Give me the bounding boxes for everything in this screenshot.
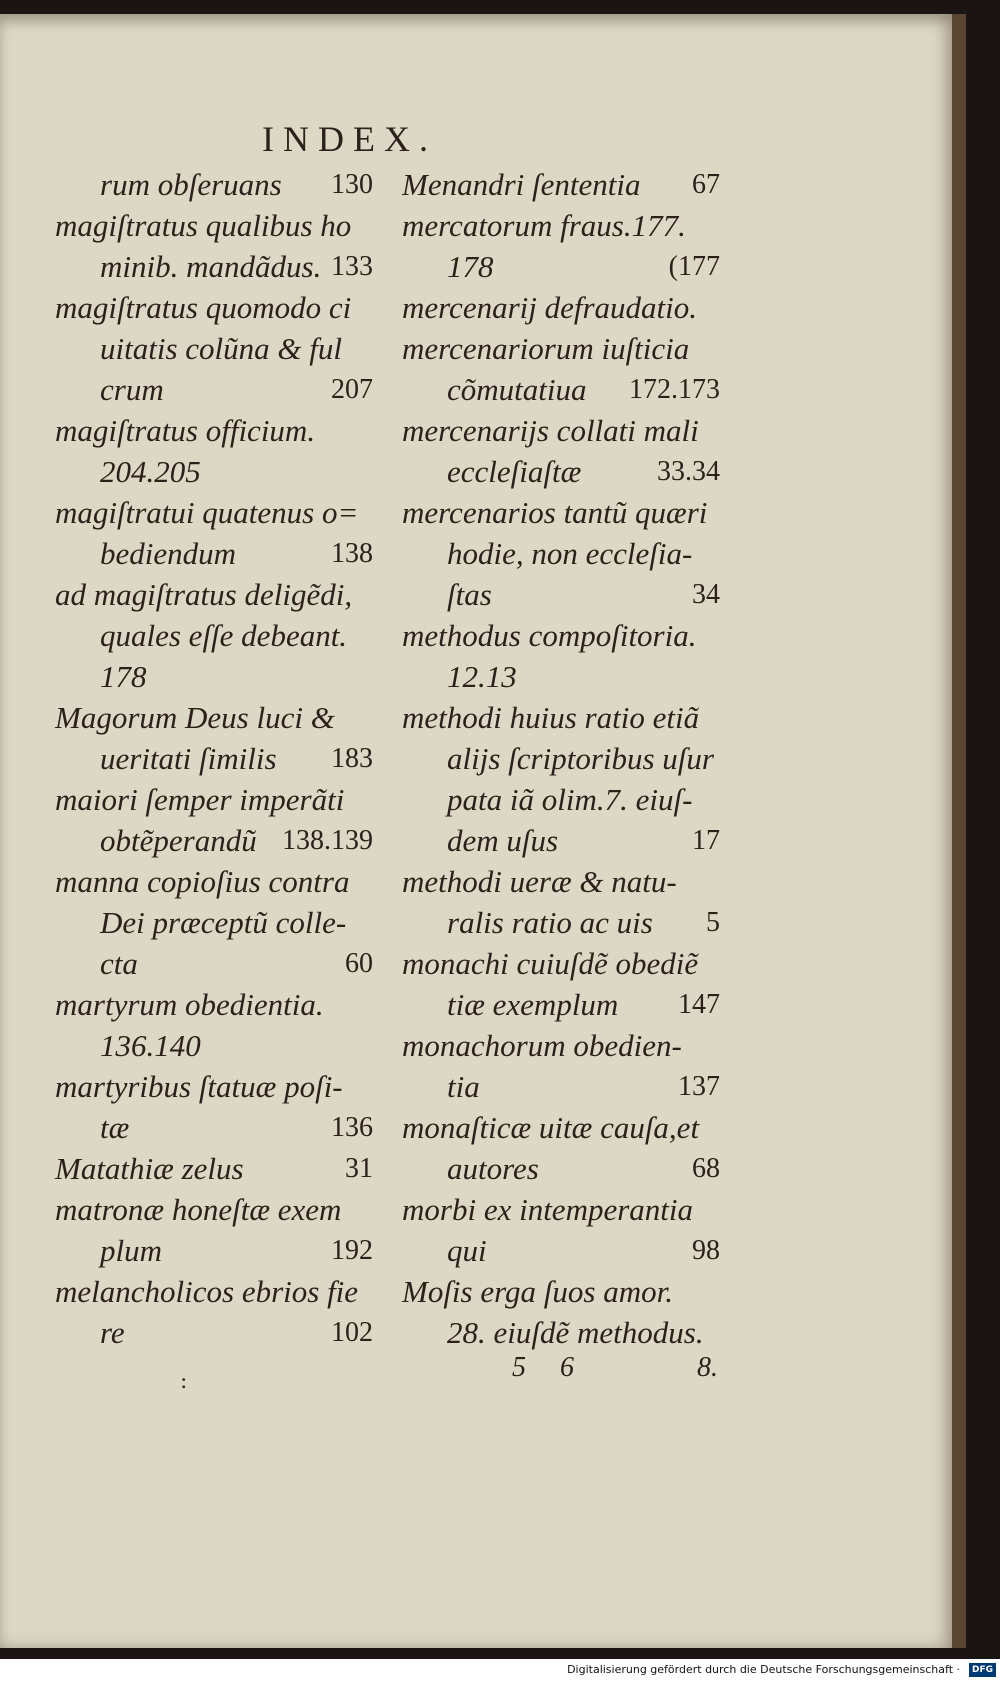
entry-text: tia <box>447 1069 480 1104</box>
index-entry-line <box>55 1148 373 1189</box>
index-entry-line <box>55 369 373 410</box>
page-reference: 147 <box>678 989 720 1020</box>
index-entry-line <box>55 738 373 779</box>
entry-text: rum obſeruans <box>100 167 282 202</box>
index-entry-line <box>55 820 373 861</box>
entry-text: dem uſus <box>447 823 559 858</box>
entry-text: 136.140 <box>100 1028 201 1063</box>
entry-text: quales eſſe debeant. <box>100 618 348 653</box>
page-reference: (177 <box>668 251 720 282</box>
entry-text: martyrum obedientia. <box>55 987 324 1022</box>
index-entry-line <box>55 164 373 205</box>
entry-text: magiſtratus qualibus ho <box>55 208 352 243</box>
entry-text: matronæ honeſtæ exem <box>55 1192 342 1227</box>
index-entry-line <box>55 1271 373 1312</box>
page-reference: 207 <box>331 374 373 405</box>
index-entry-line <box>55 943 373 984</box>
entry-text: 178 <box>100 659 147 694</box>
index-entry-line <box>402 492 720 533</box>
entry-text: morbi ex intemperantia <box>402 1192 694 1227</box>
index-entry-line <box>55 697 373 738</box>
entry-text: re <box>100 1315 125 1350</box>
folio-part: 5 <box>512 1352 526 1383</box>
entry-text: tæ <box>100 1110 130 1145</box>
index-entry-line <box>402 1230 720 1271</box>
page-reference: 192 <box>331 1235 373 1266</box>
entry-text: minib. mandãdus. <box>100 249 322 284</box>
page-reference: 31 <box>345 1153 373 1184</box>
entry-text: methodi huius ratio etiã <box>402 700 700 735</box>
entry-text: cta <box>100 946 138 981</box>
index-entry-line <box>402 1066 720 1107</box>
page-reference: 5 <box>706 907 720 938</box>
index-entry-line <box>402 779 720 820</box>
index-entry-line <box>402 1189 720 1230</box>
entry-text: cõmutatiua <box>447 372 587 407</box>
index-entry-line <box>402 738 720 779</box>
entry-text: alijs ſcriptoribus uſur <box>447 741 714 776</box>
book-page <box>0 14 955 1648</box>
page-header: INDEX. <box>262 119 437 159</box>
entry-text: autores <box>447 1151 539 1186</box>
index-entry-line <box>55 410 373 451</box>
index-entry-line <box>55 861 373 902</box>
index-entry-line <box>55 1025 373 1066</box>
index-column-right <box>402 164 720 1353</box>
index-entry-line <box>55 574 373 615</box>
index-entry-line <box>402 1271 720 1312</box>
entry-text: Matathiæ zelus <box>55 1151 244 1186</box>
entry-text: Menandri ſententia <box>402 167 641 202</box>
index-column-left <box>55 164 373 1353</box>
entry-text: ſtas <box>447 577 492 612</box>
folio-part: 6 <box>560 1352 574 1383</box>
index-entry-line <box>55 902 373 943</box>
index-entry-line <box>55 492 373 533</box>
index-entry-line <box>55 246 373 287</box>
entry-text: 178 <box>447 249 494 284</box>
entry-text: monachi cuiuſdẽ obediẽ <box>402 946 699 981</box>
entry-text: methodi ueræ & natu- <box>402 864 677 899</box>
entry-text: obtẽperandũ <box>100 823 257 858</box>
page-reference: 33.34 <box>657 456 720 487</box>
index-entry-line <box>402 656 720 697</box>
entry-text: mercenarij defraudatio. <box>402 290 698 325</box>
entry-text: mercatorum fraus.177. <box>402 208 686 243</box>
credit-text: Digitalisierung gefördert durch die Deutsche Forschungsgemeinschaft · <box>567 1663 960 1676</box>
index-entry-line <box>402 369 720 410</box>
page-reference: 60 <box>345 948 373 979</box>
page-reference: 138 <box>331 538 373 569</box>
entry-text: ad magiſtratus deligẽdi, <box>55 577 353 612</box>
index-entry-line <box>55 287 373 328</box>
entry-text: pata iã olim.7. eiuſ- <box>447 782 693 817</box>
index-entry-line <box>402 533 720 574</box>
entry-text: 12.13 <box>447 659 517 694</box>
index-entry-line <box>55 984 373 1025</box>
page-reference: 17 <box>692 825 720 856</box>
index-entry-line <box>402 697 720 738</box>
entry-text: magiſtratui quatenus o= <box>55 495 359 530</box>
book-edge <box>952 14 966 1648</box>
index-entry-line <box>55 1066 373 1107</box>
entry-text: plum <box>100 1233 162 1268</box>
entry-text: tiæ exemplum <box>447 987 619 1022</box>
index-entry-line <box>402 820 720 861</box>
stray-mark: : <box>180 1369 188 1394</box>
entry-text: maiori ſemper imperãti <box>55 782 345 817</box>
entry-text: methodus compoſitoria. <box>402 618 697 653</box>
entry-text: uitatis colũna & ful <box>100 331 342 366</box>
entry-text: crum <box>100 372 164 407</box>
folio-part: 8. <box>697 1352 718 1383</box>
page-reference: 136 <box>331 1112 373 1143</box>
entry-text: 204.205 <box>100 454 201 489</box>
index-entry-line <box>402 410 720 451</box>
entry-text: ralis ratio ac uis <box>447 905 653 940</box>
entry-text: Magorum Deus luci & <box>55 700 335 735</box>
index-entry-line <box>402 328 720 369</box>
signature-mark <box>512 1352 722 1393</box>
index-entry-line <box>402 615 720 656</box>
index-entry-line <box>402 861 720 902</box>
index-entry-line <box>402 902 720 943</box>
index-entry-line <box>55 1107 373 1148</box>
page-reference: 137 <box>678 1071 720 1102</box>
index-entry-line <box>402 451 720 492</box>
entry-text: martyribus ſtatuæ poſi- <box>55 1069 343 1104</box>
entry-text: magiſtratus quomodo ci <box>55 290 352 325</box>
entry-text: Dei præceptũ colle- <box>100 905 347 940</box>
page-reference: 172.173 <box>629 374 720 405</box>
entry-text: mercenarios tantũ quæri <box>402 495 708 530</box>
index-entry-line <box>402 164 720 205</box>
page-reference: 102 <box>331 1317 373 1348</box>
page-reference: 67 <box>692 169 720 200</box>
index-entry-line <box>55 779 373 820</box>
entry-text: qui <box>447 1233 487 1268</box>
index-entry-line <box>55 205 373 246</box>
page-reference: 138.139 <box>282 825 373 856</box>
page-reference: 130 <box>331 169 373 200</box>
index-entry-line <box>402 574 720 615</box>
entry-text: monaſticæ uitæ cauſa,et <box>402 1110 700 1145</box>
entry-text: mercenarijs collati mali <box>402 413 699 448</box>
index-entry-line <box>55 328 373 369</box>
dfg-logo: DFG <box>969 1663 996 1677</box>
entry-text: hodie, non eccleſia- <box>447 536 693 571</box>
entry-text: eccleſiaſtæ <box>447 454 582 489</box>
index-entry-line <box>55 533 373 574</box>
entry-text: melancholicos ebrios fie <box>55 1274 359 1309</box>
entry-text: ueritati ſimilis <box>100 741 277 776</box>
index-entry-line <box>402 205 720 246</box>
index-entry-line <box>402 246 720 287</box>
index-entry-line <box>55 1230 373 1271</box>
page-reference: 183 <box>331 743 373 774</box>
page-reference: 68 <box>692 1153 720 1184</box>
index-entry-line <box>55 451 373 492</box>
entry-text: magiſtratus officium. <box>55 413 316 448</box>
index-entry-line <box>402 943 720 984</box>
entry-text: bediendum <box>100 536 237 571</box>
entry-text: mercenariorum iuſticia <box>402 331 690 366</box>
entry-text: monachorum obedien- <box>402 1028 682 1063</box>
entry-text: Moſis erga ſuos amor. <box>402 1274 673 1309</box>
page-reference: 98 <box>692 1235 720 1266</box>
index-entry-line <box>402 1107 720 1148</box>
index-entry-line <box>55 1189 373 1230</box>
index-entry-line <box>402 1312 720 1353</box>
entry-text: 28. eiuſdẽ methodus. <box>447 1315 704 1350</box>
index-entry-line <box>402 1148 720 1189</box>
index-entry-line <box>55 1312 373 1353</box>
index-entry-line <box>402 1025 720 1066</box>
index-entry-line <box>55 656 373 697</box>
page-reference: 34 <box>692 579 720 610</box>
index-entry-line <box>55 615 373 656</box>
page-reference: 133 <box>331 251 373 282</box>
entry-text: manna copioſius contra <box>55 864 350 899</box>
index-entry-line <box>402 984 720 1025</box>
index-entry-line <box>402 287 720 328</box>
